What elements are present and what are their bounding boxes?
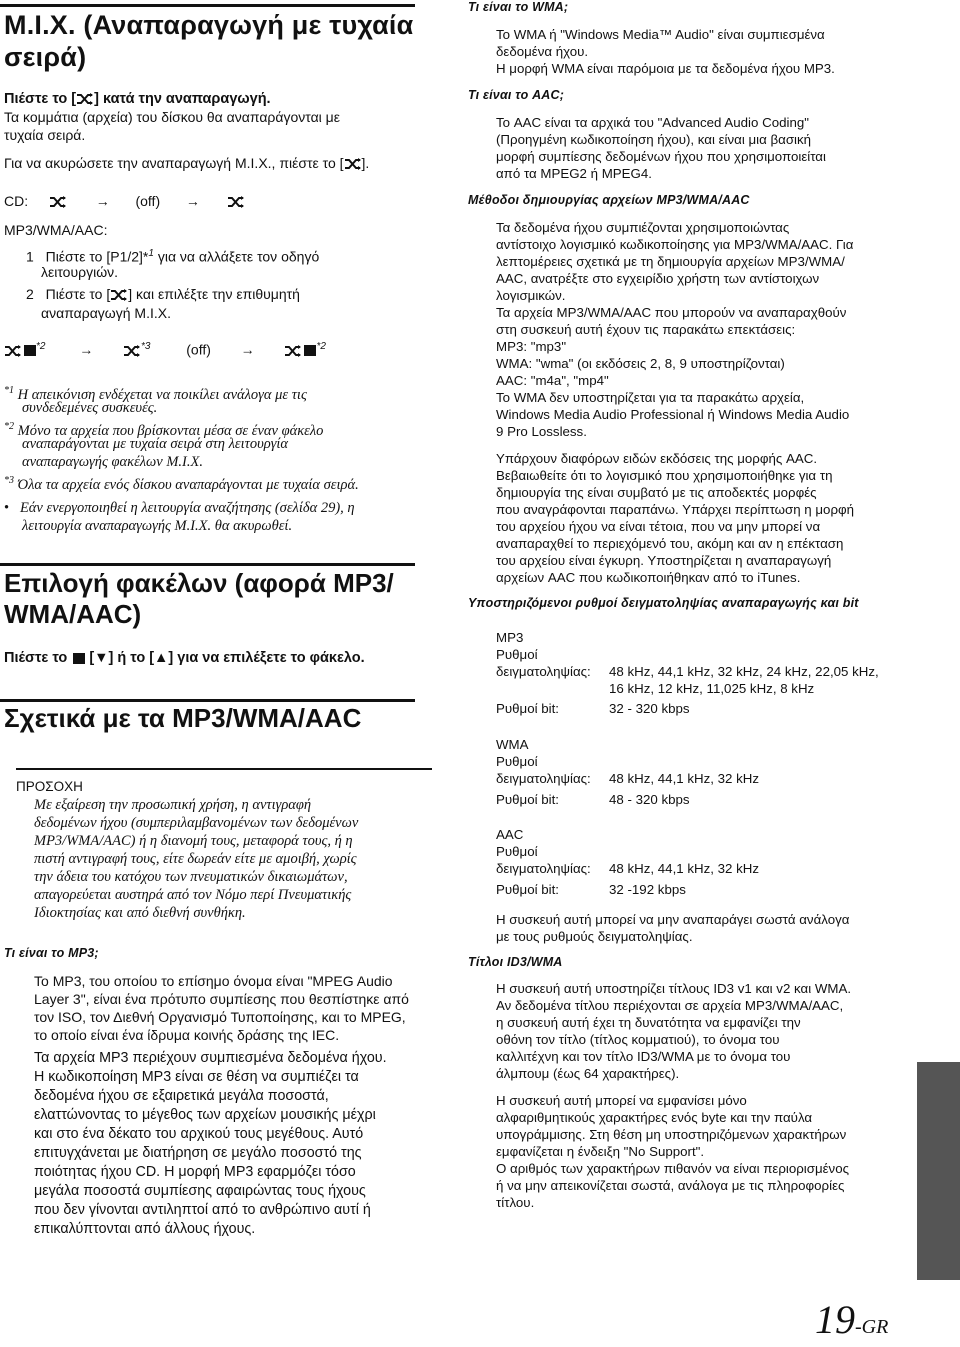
search-note-text: Εάν ενεργοποιηθεί η λειτουργία αναζήτησης (σελίδα 29), η <box>19 500 355 516</box>
off-label: (off) <box>135 193 161 209</box>
mp3-sequence <box>4 338 326 359</box>
mix-desc-line2: τυχαία σειρά. <box>4 127 86 143</box>
caution-line: δεδομένων ήχου (συμπεριλαμβανομένων των δεδομένων <box>34 815 359 831</box>
side-tab <box>917 1062 960 1280</box>
mix-cancel-text-b: ]. <box>361 155 370 171</box>
mp3-para1-line: το οποίο είναι ένα ίδρυμα κοινής δράσης της IEC. <box>34 1027 340 1043</box>
methods-line: WMA: "wma" (οι εκδόσεις 2, 8, 9 υποστηρίζονται) <box>496 356 785 371</box>
methods-line: Τα δεδομένα ήχου συμπιέζονται χρησιμοποιώντας <box>496 220 790 235</box>
rate-label: δειγματοληψίας: <box>496 664 591 679</box>
mp3-para2-line: μεγάλα ποσοστά συμπίεσης αφαιρώντας τους ήχους <box>34 1183 366 1199</box>
step-2-text-a: Πιέστε το [ <box>45 286 111 302</box>
folder-instruction-text-b: [▼] ή το [▲] για να επιλέξετε το φάκελο. <box>89 650 365 666</box>
aac-line: μορφή συμπίεσης δεδομένων ήχου που χρησιμοποιείται <box>496 149 826 164</box>
id3-para1-line: άλμπουμ (έως 64 χαρακτήρες). <box>496 1066 680 1081</box>
bit-value: 32 - 320 kbps <box>609 701 690 716</box>
folder-icon <box>73 653 85 664</box>
mix-instruction-text-a: Πιέστε το [ <box>4 91 77 107</box>
arrow-right: → <box>240 341 255 358</box>
methods-line: Τα αρχεία MP3/WMA/AAC που μπορούν να αναπαραχθούν <box>496 305 847 320</box>
shuffle-icon <box>123 345 141 357</box>
mp3-question: Τι είναι το MP3; <box>4 946 99 960</box>
rate-label: Ρυθμοί <box>496 844 538 859</box>
bullet: • <box>4 500 10 516</box>
caution-line: την άδεια του κατόχου των πνευματικών δικαιωμάτων, <box>34 869 348 885</box>
aac-rates-name: AAC <box>496 827 524 842</box>
about-section-title: Σχετικά με τα MP3/WMA/AAC <box>4 703 362 733</box>
step-number: 2 <box>26 286 34 302</box>
types-line: Βεβαιωθείτε ότι το λογισμικό που χρησιμοποιήθηκε για τη <box>496 468 833 483</box>
shuffle-icon <box>48 196 68 208</box>
folder-icon <box>24 345 36 356</box>
rate-value: 48 kHz, 44,1 kHz, 32 kHz, 24 kHz, 22,05 kHz, <box>609 664 879 679</box>
id3-para1-line: οθόνη τον τίτλο (τίτλος κομματιού), το όνομα του <box>496 1032 780 1047</box>
footnote-2-line2: αναπαράγονται με τυχαία σειρά στη λειτουργία <box>22 436 289 452</box>
title-rule <box>0 4 415 7</box>
arrow-right: → <box>185 193 200 209</box>
arrow-right: → <box>95 193 110 209</box>
footnote-marker: *2 <box>4 421 14 432</box>
cd-label: CD: <box>4 193 29 209</box>
shuffle-icon <box>344 158 362 170</box>
mp3-para1-line: τον ISO, τον Διεθνή Οργανισμό Τυποποίησης, και το MPEG, <box>34 1009 406 1025</box>
step-2-line2: αναπαραγωγή Μ.Ι.Χ. <box>41 305 171 321</box>
rates-note-line: Η συσκευή αυτή μπορεί να μην αναπαράγει σωστά ανάλογα <box>496 912 850 927</box>
caution-box <box>16 768 432 936</box>
rate-label: δειγματοληψίας: <box>496 861 591 876</box>
mp3-rates-name: MP3 <box>496 630 524 645</box>
mp3-wma-aac-label: MP3/WMA/AAC: <box>4 222 108 238</box>
methods-line: MP3: "mp3" <box>496 339 567 354</box>
folder-instruction <box>4 650 365 666</box>
footnote-2-text: Μόνο τα αρχεία που βρίσκονται μέσα σε έναν φάκελο <box>17 422 324 439</box>
bit-label: Ρυθμοί bit: <box>496 792 559 807</box>
footnote-marker: *3 <box>4 475 14 486</box>
rate-label: Ρυθμοί <box>496 647 538 662</box>
cd-sequence <box>4 193 246 211</box>
footnote-1-line2: συνδεδεμένες συσκευές. <box>22 400 158 416</box>
id3-para2-line: υπογράμμισης. Στη θέση μη υποστηριζόμενων χαρακτήρων <box>496 1127 847 1142</box>
caution-line: Με εξαίρεση την προσωπική χρήση, η αντιγραφή <box>34 797 312 813</box>
search-note-line2: λειτουργία αναπαραγωγής Μ.Ι.Χ. θα ακυρωθεί. <box>22 518 293 534</box>
mp3-para2-line: ποιότητας ήχου CD. Η μορφή MP3 εφαρμόζει τόσο <box>34 1164 356 1180</box>
wma-question: Τι είναι το WMA; <box>468 0 569 14</box>
aac-question: Τι είναι το AAC; <box>468 88 565 102</box>
aac-line: από τα MPEG2 ή MPEG4. <box>496 166 652 181</box>
page-number <box>815 1297 889 1347</box>
mix-title-line1: Μ.Ι.Χ. (Αναπαραγωγή με τυχαία <box>4 10 414 40</box>
caution-line: πιστή αντιγραφή τους, είτε δωρεάν είτε με αμοιβή, χωρίς <box>34 851 357 867</box>
id3-para1-line: η συσκευή αυτή έχει τη δυνατότητα να εμφανίζει την <box>496 1015 801 1030</box>
footnote-1-text: Η απεικόνιση ενδέχεται να ποικίλει ανάλογα με τις <box>17 386 307 403</box>
shuffle-icon <box>110 289 128 301</box>
page-number-suffix: -GR <box>855 1316 889 1338</box>
mix-desc-line1: Τα κομμάτια (αρχεία) του δίσκου θα αναπαράγονται με <box>4 109 340 125</box>
footnote-3-text: Όλα τα αρχεία ενός δίσκου αναπαράγονται με τυχαία σειρά. <box>17 476 359 493</box>
wma-rates-name: WMA <box>496 737 529 752</box>
id3-heading: Τίτλοι ID3/WMA <box>468 955 563 969</box>
rate-label: Ρυθμοί <box>496 754 538 769</box>
footnote-3 <box>4 472 359 495</box>
methods-line: Το WMA δεν υποστηρίζεται για τα παρακάτω αρχεία, <box>496 390 805 405</box>
step-2-text-b: ] και επιλέξτε την επιθυμητή <box>128 286 300 302</box>
mix-cancel-text-a: Για να ακυρώσετε την αναπαραγωγή Μ.Ι.Χ., πιέστε το [ <box>4 155 344 171</box>
shuffle-icon <box>284 345 302 357</box>
methods-line: 9 Pro Lossless. <box>496 424 587 439</box>
methods-line: AAC, ανατρέξτε στο εγχειρίδιο χρήστη των αντίστοιχων <box>496 271 820 286</box>
footnote-marker: *1 <box>4 385 14 396</box>
caution-line: MP3/WMA/AAC) ή η διανομή τους, μεταφορά τους, ή η <box>34 833 353 849</box>
mix-instruction <box>4 91 271 107</box>
shuffle-icon <box>226 196 246 208</box>
methods-line: αντίστοιχο λογισμικό κωδικοποίησης για MP3/WMA/AAC. Για <box>496 237 854 252</box>
id3-para2-line: τίτλου. <box>496 1195 535 1210</box>
footnote-marker: *2 <box>36 341 46 352</box>
methods-line: AAC: "m4a", "mp4" <box>496 373 609 388</box>
rates-note-line: με τους ρυθμούς δειγματοληψίας. <box>496 929 693 944</box>
methods-heading: Μέθοδοι δημιουργίας αρχείων MP3/WMA/AAC <box>468 193 750 207</box>
mp3-para2-line: ελαττώνοντας το μέγεθος των αρχείων μουσικής μέχρι <box>34 1107 376 1123</box>
mix-title-line2: σειρά) <box>4 42 87 72</box>
wma-line: Το WMA ή "Windows Media™ Audio" είναι συμπιεσμένα <box>496 27 825 42</box>
aac-line: Το AAC είναι τα αρχικά του "Advanced Audio Coding" <box>496 115 809 130</box>
id3-para1-line: Αν δεδομένα τίτλου περιέχονται σε αρχεία MP3/WMA/AAC, <box>496 998 844 1013</box>
wma-line: δεδομένα ήχου. <box>496 44 589 59</box>
rate-value: 48 kHz, 44,1 kHz, 32 kHz <box>609 771 760 786</box>
shuffle-icon <box>76 93 94 105</box>
step-1-text-b: για να αλλάξετε τον οδηγό <box>153 248 320 265</box>
step-number: 1 <box>26 248 34 265</box>
bit-label: Ρυθμοί bit: <box>496 882 559 897</box>
mix-instruction-text-b: ] κατά την αναπαραγωγή. <box>94 91 271 107</box>
mp3-para2-line: Τα αρχεία MP3 περιέχουν συμπιεσμένα δεδομένα ήχου. <box>34 1050 387 1066</box>
folder-instruction-text-a: Πιέστε το <box>4 650 68 666</box>
arrow-right: → <box>79 341 94 358</box>
types-line: αρχείων AAC που κωδικοποιήθηκαν από το iTunes. <box>496 570 801 585</box>
mp3-para1-line: Layer 3", είναι ένα πρότυπο συμπίεσης που θεσπίστηκε από <box>34 991 409 1007</box>
id3-para2-line: εμφανίζεται η ένδειξη "No Support". <box>496 1144 705 1159</box>
methods-line: Windows Media Audio Professional ή Windows Media Audio <box>496 407 850 422</box>
types-line: δημιουργία της είναι συμβατό με τις αποδεκτές μορφές <box>496 485 817 500</box>
caution-heading: ΠΡΟΣΟΧΗ <box>16 779 83 794</box>
footnote-marker: 1 <box>148 248 154 259</box>
id3-para1-line: Η συσκευή αυτή υποστηρίζει τίτλους ID3 v1 και v2 και WMA. <box>496 981 852 996</box>
rate-value: 16 kHz, 12 kHz, 11,025 kHz, 8 kHz <box>609 681 815 696</box>
caution-line: απαγορεύεται αυστηρά από τον Νόμο περί Πνευματικής <box>34 887 352 903</box>
rates-heading: Υποστηριζόμενοι ρυθμοί δειγματοληψίας αναπαραγωγής και bit <box>468 596 859 610</box>
step-1 <box>26 245 319 266</box>
step-1-text-a: Πιέστε το [P1/2]* <box>45 248 149 265</box>
folder-section-rule <box>0 563 415 566</box>
id3-para2-line: Ο αριθμός των χαρακτήρων πιθανόν να είναι περιορισμένος <box>496 1161 850 1176</box>
wma-line: Η μορφή WMA είναι παρόμοια με τα δεδομένα ήχου MP3. <box>496 61 835 76</box>
rate-value: 48 kHz, 44,1 kHz, 32 kHz <box>609 861 760 876</box>
mp3-para2-line: επιτυγχάνεται με διατήρηση σε μεγάλο ποσοστό της <box>34 1145 362 1161</box>
methods-line: λογισμικών. <box>496 288 566 303</box>
aac-line: (Προηγμένη κωδικοποίηση ήχου), και είναι μια βασική <box>496 132 812 147</box>
footnote-2-line3: αναπαραγωγής φακέλων Μ.Ι.Χ. <box>22 454 203 470</box>
types-line: που αναγράφονται παραπάνω. Υπάρχει περίπτωση η μορφή <box>496 502 855 517</box>
types-line: αναπαραχθεί το περιεχόμενό του, ακόμη και αν η επέκταση <box>496 536 844 551</box>
off-label: (off) <box>186 341 211 358</box>
caution-line: Ιδιοκτησίας και από διεθνή συνθήκη. <box>34 905 246 921</box>
folder-section-title-line1: Επιλογή φακέλων (αφορά MP3/ <box>4 568 394 598</box>
rate-label: δειγματοληψίας: <box>496 771 591 786</box>
mp3-para2-line: δεδομένα ήχου σε εξαιρετικά μεγάλα ποσοστά, <box>34 1088 329 1104</box>
types-line: Υπάρχουν διαφόρων ειδών εκδόσεις της μορφής AAC. <box>496 451 818 466</box>
bit-value: 32 -192 kbps <box>609 882 686 897</box>
methods-line: στη συσκευή αυτή έχουν τις παρακάτω επεκτάσεις: <box>496 322 796 337</box>
footnote-marker: *3 <box>141 341 151 352</box>
step-1-line2: λειτουργιών. <box>41 264 119 280</box>
step-2 <box>26 286 300 304</box>
folder-section-title-line2: WMA/AAC) <box>4 599 142 629</box>
mp3-para2-line: επικαλύπτονται από άλλους ήχους. <box>34 1221 256 1237</box>
shuffle-icon <box>4 345 22 357</box>
id3-para1-line: καλλιτέχνη και τον τίτλο ID3/WMA με το όνομα του <box>496 1049 791 1064</box>
bit-value: 48 - 320 kbps <box>609 792 690 807</box>
mp3-para1-line: Το MP3, του οποίου το επίσημο όνομα είναι "MPEG Audio <box>34 973 393 989</box>
mix-cancel-text <box>4 155 369 173</box>
page-number-value: 19 <box>815 1297 855 1342</box>
types-line: του αρχείου ήχου να είναι τέτοια, που να μην μπορεί να <box>496 519 821 534</box>
footnote-marker: *2 <box>316 341 326 352</box>
search-note <box>4 500 355 518</box>
bit-label: Ρυθμοί bit: <box>496 701 559 716</box>
mp3-para2-line: Η κωδικοποίηση MP3 είναι σε θέση να συμπιέζει τα <box>34 1069 359 1085</box>
types-line: του αρχείου είναι έγκυρη. Υποστηρίζεται η αναπαραγωγή <box>496 553 832 568</box>
id3-para2-line: αλφαριθμητικούς χαρακτήρες ενός byte και την παύλα <box>496 1110 813 1125</box>
id3-para2-line: ή να μην απεικονίζεται σωστά, ανάλογα με τις πληροφορίες <box>496 1178 845 1193</box>
id3-para2-line: Η συσκευή αυτή μπορεί να εμφανίσει μόνο <box>496 1093 747 1108</box>
methods-line: λεπτομέρειες σχετικά με τη δημιουργία αρχείων MP3/WMA/ <box>496 254 845 269</box>
folder-icon <box>304 345 316 356</box>
mp3-para2-line: που δεν γίνονται αντιληπτοί από το ανθρώπινο αυτί ή <box>34 1202 371 1218</box>
mp3-para2-line: και στο ένα δέκατο του αρχικού τους μεγέθους. Αυτό <box>34 1126 364 1142</box>
